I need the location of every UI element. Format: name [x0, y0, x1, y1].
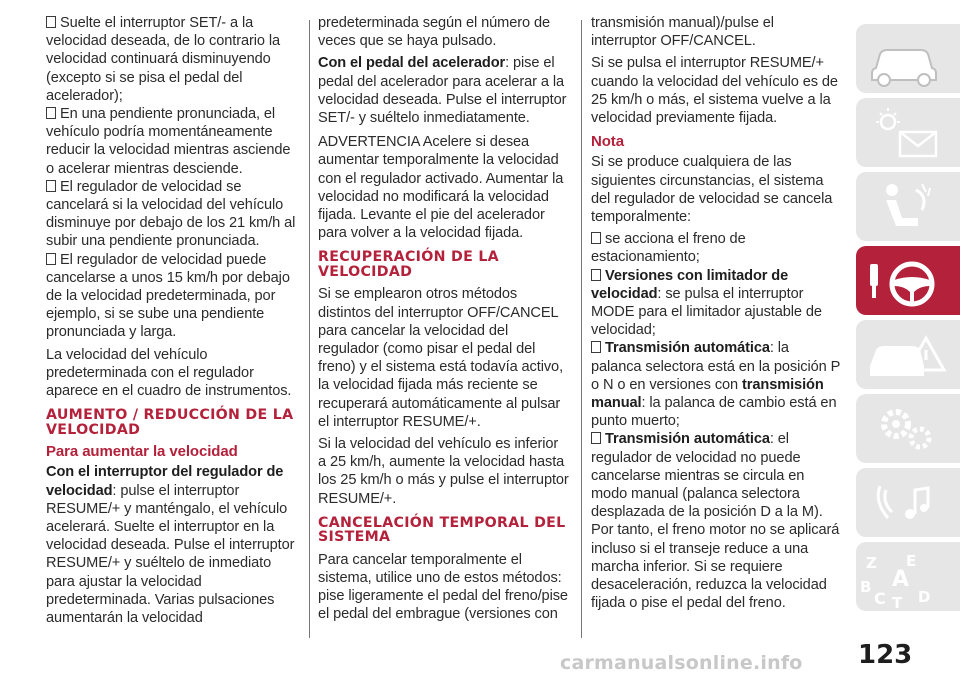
checkbox-bullet-icon — [591, 269, 601, 281]
tab-multimedia[interactable] — [856, 468, 960, 537]
tab-vehicle[interactable] — [856, 24, 960, 93]
paragraph: Con el pedal del acelerador: pise el pedal del acelerador para acelerar a la velocidad deseada. Pulse el interruptor SET/- y suéltelo inmediatamente. — [318, 55, 567, 127]
bullet-item: En una pendiente pronunciada, el vehículo podría momentáneamente reducir la velocidad mientras asciende o acelerar mientras desciende. — [46, 106, 291, 177]
paragraph: Con el interruptor del regulador de velocidad: pulse el interruptor RESUME/+ y manténgalo, el vehículo acelerará. Suelte el interruptor en la velocidad deseada. Pulse el interruptor RESUME/+ y suéltelo de inmediato para ajustar la velocidad predeterminada. Varias pulsaciones aumentarán la velocidad — [46, 464, 295, 627]
multimedia-icon — [856, 468, 960, 537]
emergency-car-icon — [856, 320, 960, 389]
subheading-nota: Nota — [591, 133, 624, 151]
bullet-item: El regulador de velocidad se cancelará si la velocidad del vehículo disminuye por debajo de los 21 km/h al subir una pendiente pronunciada. — [46, 178, 296, 250]
index-letter-z: Z — [866, 554, 877, 572]
text-column-1 — [46, 14, 298, 631]
checkbox-bullet-icon — [591, 232, 601, 244]
paragraph: Si se produce cualquiera de las siguientes circunstancias, el sistema del regulador de velocidad se cancela temporalmente: — [591, 154, 833, 226]
steering-wheel-key-icon — [856, 246, 960, 315]
paragraph: transmisión manual)/pulse el interruptor OFF/CANCEL. — [591, 15, 774, 50]
checkbox-bullet-icon — [591, 432, 601, 444]
bullet-item: Suelte el interruptor SET/- a la velocidad deseada, de lo contrario la velocidad continuará disminuyendo (excepto si se pisa el pedal del acelerador); — [46, 15, 281, 104]
warning-lights-icon — [856, 98, 960, 167]
maintenance-gears-icon — [856, 394, 960, 463]
chapter-tabs — [856, 24, 960, 616]
bullet-item: se acciona el freno de estacionamiento; — [591, 231, 746, 266]
checkbox-bullet-icon — [46, 107, 56, 119]
section-heading-recuperacion: RECUPERACIÓN DE LA VELOCIDAD — [318, 249, 499, 280]
index-letter-b: B — [860, 578, 872, 596]
bullet-item: El regulador de velocidad puede cancelarse a unos 15 km/h por debajo de la velocidad predeterminada, por ejemplo, si se sube una pendiente pronunciada y larga. — [46, 251, 290, 341]
index-letter-t: T — [892, 594, 903, 611]
bullet-item: Transmisión automática: el regulador de velocidad no puede cancelarse mientras se circula en modo manual (palanca selectora desplazada de la posición D a la M). Por tanto, el freno motor no se aplicará incluso si el transeje reduce a una marcha inferior. Si se requiere desaceleración, reduzca la velocidad fijada o pise el pedal del freno. — [591, 431, 840, 612]
index-letter-d: D — [918, 588, 931, 606]
checkbox-bullet-icon — [46, 180, 56, 192]
section-heading-aumento: AUMENTO / REDUCCIÓN DE LA VELOCIDAD — [46, 407, 294, 438]
checkbox-bullet-icon — [46, 16, 56, 28]
tab-safety[interactable] — [856, 172, 960, 241]
paragraph: Si se emplearon otros métodos distintos del interruptor OFF/CANCEL para cancelar la velocidad del regulador (como pisar el pedal del freno) y el sistema está todavía activo, la velocidad fijada más reciente se recuperará automáticamente al pulsar el interruptor RESUME/+. — [318, 286, 564, 430]
section-heading-cancelacion: CANCELACIÓN TEMPORAL DEL SISTEMA — [318, 514, 566, 546]
bullet-item: Transmisión automática: la palanca selectora está en la posición P o N o en versiones con transmisión manual: la palanca de cambio está en punto muerto; — [591, 340, 840, 430]
paragraph: La velocidad del vehículo predeterminada con el regulador aparece en el cuadro de instrumentos. — [46, 346, 292, 400]
paragraph: predeterminada según el número de veces que se haya pulsado. — [318, 15, 550, 50]
index-letter-c: C — [874, 589, 886, 608]
checkbox-bullet-icon — [46, 253, 56, 265]
tab-starting-driving[interactable] — [856, 246, 960, 315]
subheading-para-aumentar: Para aumentar la velocidad — [46, 443, 238, 461]
column-divider — [309, 20, 310, 638]
text-column-2 — [318, 14, 570, 628]
seat-airbag-icon — [856, 172, 960, 241]
index-letter-e: E — [906, 552, 917, 570]
tab-maintenance[interactable] — [856, 394, 960, 463]
index-letter-a: A — [892, 567, 910, 592]
checkbox-bullet-icon — [591, 341, 601, 353]
car-icon — [856, 24, 960, 93]
tab-emergency[interactable] — [856, 320, 960, 389]
tab-warning-lights[interactable] — [856, 98, 960, 167]
paragraph: Para cancelar temporalmente el sistema, utilice uno de estos métodos: pise ligeramente el pedal del freno/pise el pedal del embrague (versiones con — [318, 551, 568, 623]
watermark: carmanualsonline.info — [560, 652, 803, 674]
page-number: 123 — [858, 640, 913, 670]
bullet-item: Versiones con limitador de velocidad: se pulsa el interruptor MODE para el limitador ajustable de velocidad; — [591, 267, 822, 339]
tab-index[interactable] — [856, 542, 960, 611]
paragraph: Si la velocidad del vehículo es inferior a 25 km/h, aumente la velocidad hasta los 25 km/h o más y pulse el interruptor RESUME/+. — [318, 436, 569, 507]
paragraph: Si se pulsa el interruptor RESUME/+ cuando la velocidad del vehículo es de 25 km/h o más, el sistema vuelve a la velocidad previamente fijada. — [591, 55, 838, 127]
text-column-3 — [591, 14, 843, 613]
warning-paragraph: ADVERTENCIA Acelere si desea aumentar temporalmente la velocidad con el regulador activado. Aumentar la velocidad no modificará la velocidad fijada. Levante el pie del acelerador para volver a la velocidad fijada. — [318, 134, 564, 242]
index-letters-icon — [856, 542, 960, 611]
column-divider — [581, 20, 582, 638]
